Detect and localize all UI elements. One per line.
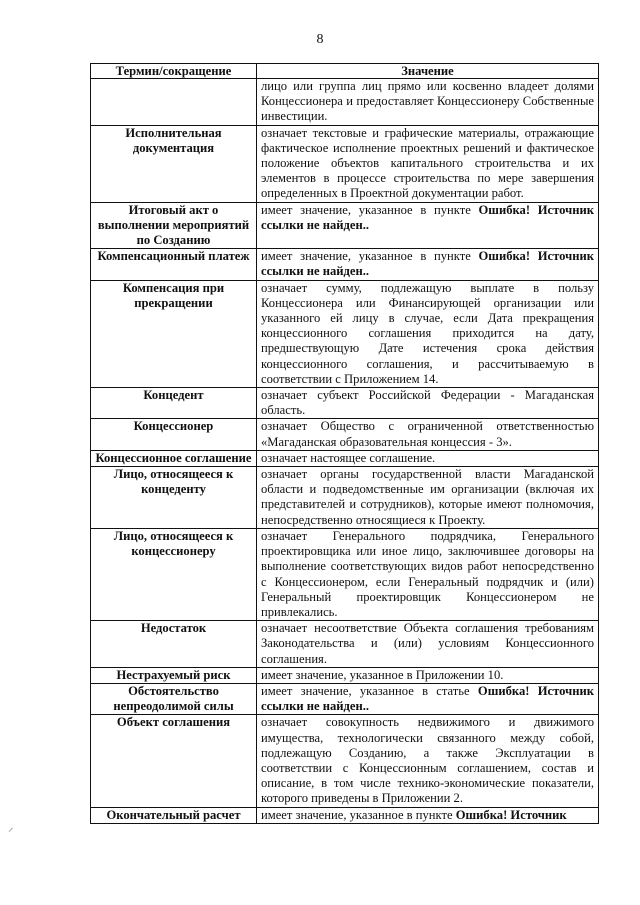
term-cell: Обстоятельство непреодолимой силы (91, 683, 257, 714)
table-row (91, 528, 599, 620)
term-cell: Объект соглашения (91, 715, 257, 807)
reference-error-text: Ошибка! Источник ссылки не найден. (261, 202, 595, 232)
definition-text: имеет значение, указанное в статье (261, 683, 478, 698)
table-row (91, 621, 599, 668)
definition-cell (257, 388, 599, 419)
term-cell: Итоговый акт о выполнении мероприятий по Созданию (91, 202, 257, 249)
definition-cell (257, 667, 599, 683)
definition-text: имеет значение, указанное в пункте (261, 202, 479, 217)
term-cell: Компенсационный платеж (91, 249, 257, 280)
definition-text: означает текстовые и графические материалы, отражающие фактическое исполнение проектных решений и фактическое положение объектов капитального строительства и их элементов в процессе строительства по мере завершения определенных в Проектной документации работ. (261, 125, 594, 201)
table-row (91, 79, 599, 126)
definition-text: означает Общество с ограниченной ответственностью «Магаданская образовательная концессия - 3». (261, 419, 594, 449)
term-cell: Концедент (91, 388, 257, 419)
reference-error-text: Ошибка! Источник (455, 807, 567, 822)
definition-text: имеет значение, указанное в пункте (261, 807, 456, 822)
table-row (91, 388, 599, 419)
table-row (91, 280, 599, 387)
table-row (91, 202, 599, 249)
definition-cell (257, 467, 599, 529)
definition-cell (257, 528, 599, 620)
reference-error-text: Ошибка! Источник ссылки не найден. (261, 683, 594, 714)
term-cell: Нестрахуемый риск (91, 667, 257, 683)
definition-cell (257, 202, 599, 249)
definition-cell (257, 249, 599, 280)
term-cell: Концессионер (91, 419, 257, 450)
table-row (91, 667, 599, 683)
definition-text: означает совокупность недвижимого и движимого имущества, технологически связанного между собой, подлежащую Созданию, а также Эксплуатации в соответствии с Концессионным соглашением, состав и описание, в том числе технико-экономические показатели, которого приведены в Приложении 2. (261, 715, 594, 806)
term-cell: Концессионное соглашение (91, 450, 257, 466)
table-row (91, 467, 599, 529)
definition-cell (257, 621, 599, 668)
definition-text-end: . (365, 699, 370, 714)
term-cell: Окончательный расчет (91, 807, 257, 823)
definition-cell (257, 683, 599, 714)
definition-text-end: . (365, 217, 370, 232)
definition-text: лицо или группа лиц прямо или косвенно владеет долями Концессионера и предоставляет Концессионеру Собственные инвестиции. (261, 79, 594, 124)
margin-mark: ⸝ (8, 822, 14, 834)
definition-text: означает несоответствие Объекта соглашения требованиям Законодательства и (или) условиям Концессионного соглашения. (261, 621, 594, 666)
table-row (91, 450, 599, 466)
definition-text: означает Генерального подрядчика, Генерального проектировщика или иное лицо, заключившее договоры на выполнение соответствующих видов работ непосредственно с Концессионером, если Генеральный подрядчик и (или) Генеральный проектировщик Концессионером не привлекались. (261, 528, 594, 619)
terms-table (90, 63, 599, 824)
table-row (91, 807, 599, 823)
table-row (91, 249, 599, 280)
definition-cell (257, 125, 599, 202)
definition-cell (257, 419, 599, 450)
reference-error-text: Ошибка! Источник ссылки не найден. (261, 249, 595, 279)
definition-text: означает сумму, подлежащую выплате в пользу Концессионера или Финансирующей организации или указанного ей лицу в случае, если Дата прекращения концессионного соглашения приходится на дату, предшествующую Дате истечения срока действия концессионного соглашения, и рассчитываемую в соответствии с Приложением 14. (261, 280, 594, 386)
term-cell: Лицо, относящееся к концессионеру (91, 528, 257, 620)
definition-cell (257, 807, 599, 823)
definition-cell (257, 715, 599, 807)
definition-text: означает настоящее соглашение. (261, 450, 436, 465)
page-number: 8 (316, 32, 324, 47)
term-cell: Лицо, относящееся к концеденту (91, 467, 257, 529)
table-row (91, 715, 599, 807)
table-body (91, 79, 599, 824)
definition-cell (257, 79, 599, 126)
table-row (91, 683, 599, 714)
table-row (91, 419, 599, 450)
definition-cell (257, 450, 599, 466)
term-cell: Компенсация при прекращении (91, 280, 257, 387)
definition-text: означает субъект Российской Федерации - Магаданская область. (261, 388, 594, 418)
term-cell: Исполнительная документация (91, 125, 257, 202)
term-cell: Недостаток (91, 621, 257, 668)
column-header-meaning: Значение (257, 64, 599, 79)
table-row (91, 125, 599, 202)
column-header-term: Термин/сокращение (91, 64, 257, 79)
definition-text-end: . (365, 264, 370, 279)
definition-cell (257, 280, 599, 387)
definition-text: имеет значение, указанное в пункте (261, 249, 479, 264)
term-cell (91, 79, 257, 126)
table-header-row (91, 64, 599, 79)
definition-text: имеет значение, указанное в Приложении 10. (261, 667, 504, 682)
definition-text: означает органы государственной власти Магаданской области и подведомственные им организации (включая их представителей и сотрудников), которые имеют полномочия, непосредственно относящиеся к Проекту. (261, 467, 594, 527)
